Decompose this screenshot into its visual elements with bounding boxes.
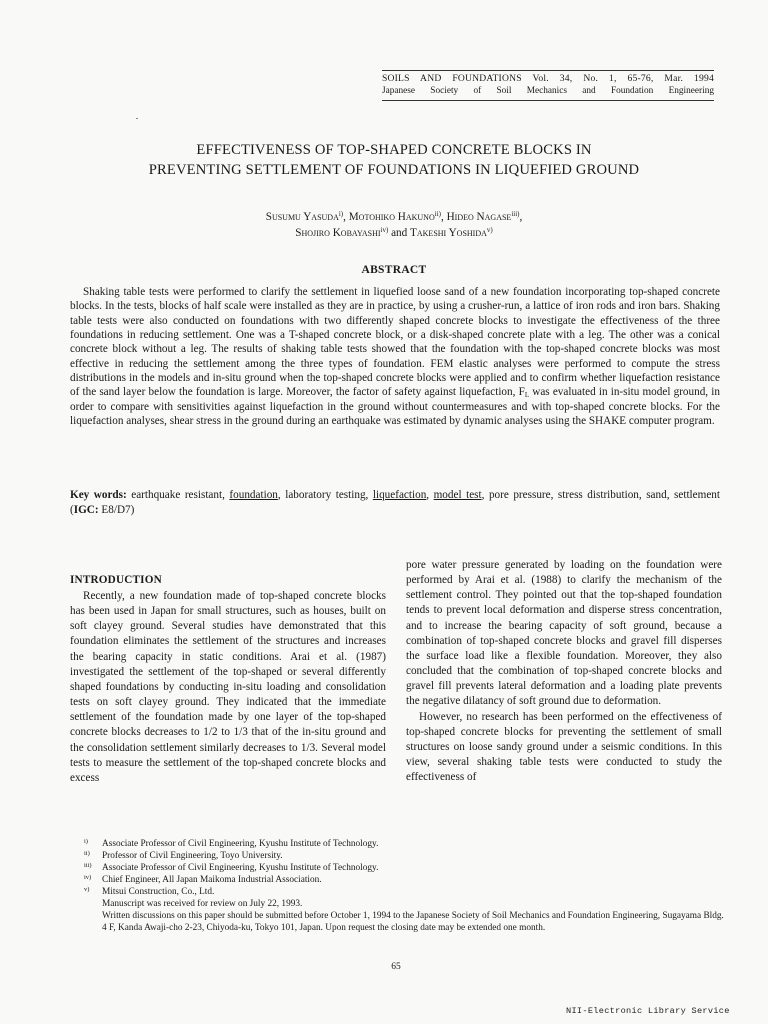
paragraph: pore water pressure generated by loading on the foundation were performed by Arai et al. (1988) to clarify the mechanism of the settlement control. They pointed out that the top-shaped foundation tends to prevent local deformation and disperse stress concentration, and to increase the bearing capacity of soft ground, because a combination of top-shaped concrete blocks and gravel fill disperses the surface load like a flexible foundation. Moreover, they also concluded that the combination of top-shaped concrete blocks and gravel fill prevents lateral deformation and a loading plate prevents the negative dilatancy of soft ground due to deformation. [406,559,722,708]
footnote-text: Manuscript was received for review on July 22, 1993. [102,899,303,909]
footnote [84,886,724,898]
footnote [84,838,724,850]
discussion-note [84,910,724,934]
affiliation-mark: iv) [380,226,389,234]
body-column-right [406,558,722,785]
keywords-label: Key words: [70,489,127,501]
footnote [84,874,724,886]
keyword-text: earthquake resistant, [131,489,225,501]
keyword-text: , pore pressure, stress distribution, sand, settlement ( [70,489,720,516]
paper-title [60,140,728,180]
footnote [84,850,724,862]
society-name: Japanese Society of Soil Mechanics and Foundation Engineering [382,85,714,101]
keyword-link: model test [433,489,482,501]
abstract-heading: ABSTRACT [361,264,427,276]
footnote-text: Associate Professor of Civil Engineering, Kyushu Institute of Technology. [102,839,379,849]
keyword-link: liquefaction [372,489,427,501]
section-heading: INTRODUCTION [70,574,162,586]
keyword-text: , laboratory testing, [277,489,369,501]
abstract-text: Shaking table tests were performed to clarify the settlement in liquefied loose sand of a new foundation incorporating top-shaped concrete blocks. In the tests, blocks of half scale were installed as they are in practice, by using a crusher-run, a lattice of iron rods and iron bars. Shaking table tests were also conducted on foundations with two differently shaped concrete blocks to investigate the effectiveness of the three foundations in reducing settlement. One was a T-shaped concrete block, or a disk-shaped concrete plate with a leg. The other was a conical concrete block without a leg. The results of shaking table tests showed that the foundation with the top-shaped concrete blocks was most effective in reducing the settlement among the three types of foundation. FEM elastic analyses were performed to compute the stress distributions in the models and in-situ ground when the top-shaped concrete blocks were applied and to confirm whether liquefaction resistance of the sand layer below the foundation is large. Moreover, the factor of safety against liquefaction, F [70,286,720,399]
affiliation-mark: ii) [434,210,441,218]
author-name: Hideo Nagase [446,211,512,223]
paragraph: However, no research has been performed on the effectiveness of top-shaped concrete blocks for preventing the settlement of small structures on loose sandy ground under a seismic conditions. In this view, several shaking table tests were conducted to study the effectiveness of [406,710,722,784]
footnote-text: Chief Engineer, All Japan Maikoma Industrial Association. [102,875,322,885]
author-name: Shojiro Kobayashi [295,227,381,239]
paragraph: Recently, a new foundation made of top-shaped concrete blocks has been used in Japan for small structures, such as houses, built on soft clayey ground. Several studies have demonstrated that this foundation eliminates the settlement of the structures and increases the bearing capacity in static conditions. Arai et al. (1987) investigated the settlement of the top-shaped or several differently shaped foundations by conducting in-situ loading and consolidation tests on soft clayey ground. They indicated that the immediate settlement of the foundation made by one layer of the top-shaped concrete blocks decreases to 1/2 to 1/3 that of the in-situ ground and the consolidation settlement similarly decreases to 1/3. Several model tests to measure the settlement of the top-shaped concrete blocks and excess [70,590,386,784]
journal-header [382,70,714,101]
keywords [70,488,720,518]
author-name: Susumu Yasuda [265,211,339,223]
footnotes [84,838,724,934]
keyword-text: , [426,489,430,501]
author-name: Motohiko Hakuno [348,211,435,223]
footnote-mark: ii) [84,850,90,857]
author-name: Takeshi Yoshida [410,227,487,239]
author-list: Susumu Yasuda$^{i)}$, Motohiko Hakuno$^{ii)}$, Hideo Nagase$^{iii)}$, Shojiro Kobayashi$^{iv)}$ and Takeshi Yoshida$^{v)}$ [265,210,523,239]
manuscript-note [84,898,724,910]
affiliation-mark: i) [338,210,344,218]
footnote-mark: i) [84,838,88,845]
footnote-mark: iii) [84,862,92,869]
footnote-mark: v) [84,886,90,893]
affiliation-mark: iii) [511,210,520,218]
footnote-text: Professor of Civil Engineering, Toyo University. [102,851,283,861]
footnote-mark: iv) [84,874,92,881]
footnote-text: Mitsui Construction, Co., Ltd. [102,887,215,897]
library-service-footer: NII-Electronic Library Service [566,1006,730,1016]
igc-code: E8/D7) [98,504,135,516]
page-number: 65 [391,962,401,972]
body-column-left [70,558,386,786]
abstract-body [70,285,720,428]
author-conjunction: and [391,227,408,239]
subscript: L [524,391,530,400]
igc-label: IGC: [73,504,99,516]
scan-speck [136,118,138,119]
journal-citation: SOILS AND FOUNDATIONS Vol. 34, No. 1, 65-76, Mar. 1994 [382,70,714,85]
title-line-1: EFFECTIVENESS OF TOP-SHAPED CONCRETE BLOCKS IN [196,142,592,158]
footnote-text: Associate Professor of Civil Engineering, Kyushu Institute of Technology. [102,863,379,873]
footnote-text: Written discussions on this paper should be submitted before October 1, 1994 to the Japanese Society of Soil Mechanics and Foundation Engineering, Sugayama Bldg. 4 F, Kanda Awaji-cho 2-23, Chiyoda-ku, Tokyo 101, Japan. Upon request the closing date may be extended one month. [102,911,724,933]
abstract-text: was evaluated in in-situ model ground, in order to compare with sensitivities against liquefaction in the ground without countermeasures and with top-shaped concrete blocks. For the liquefaction analyses, shear stress in the ground during an earthquake was estimated by dynamic analyses using the SHAKE computer program. [70,386,720,428]
title-line-2: PREVENTING SETTLEMENT OF FOUNDATIONS IN LIQUEFIED GROUND [148,162,640,178]
keyword-link: foundation [229,489,278,501]
footnote [84,862,724,874]
affiliation-mark: v) [486,226,493,234]
